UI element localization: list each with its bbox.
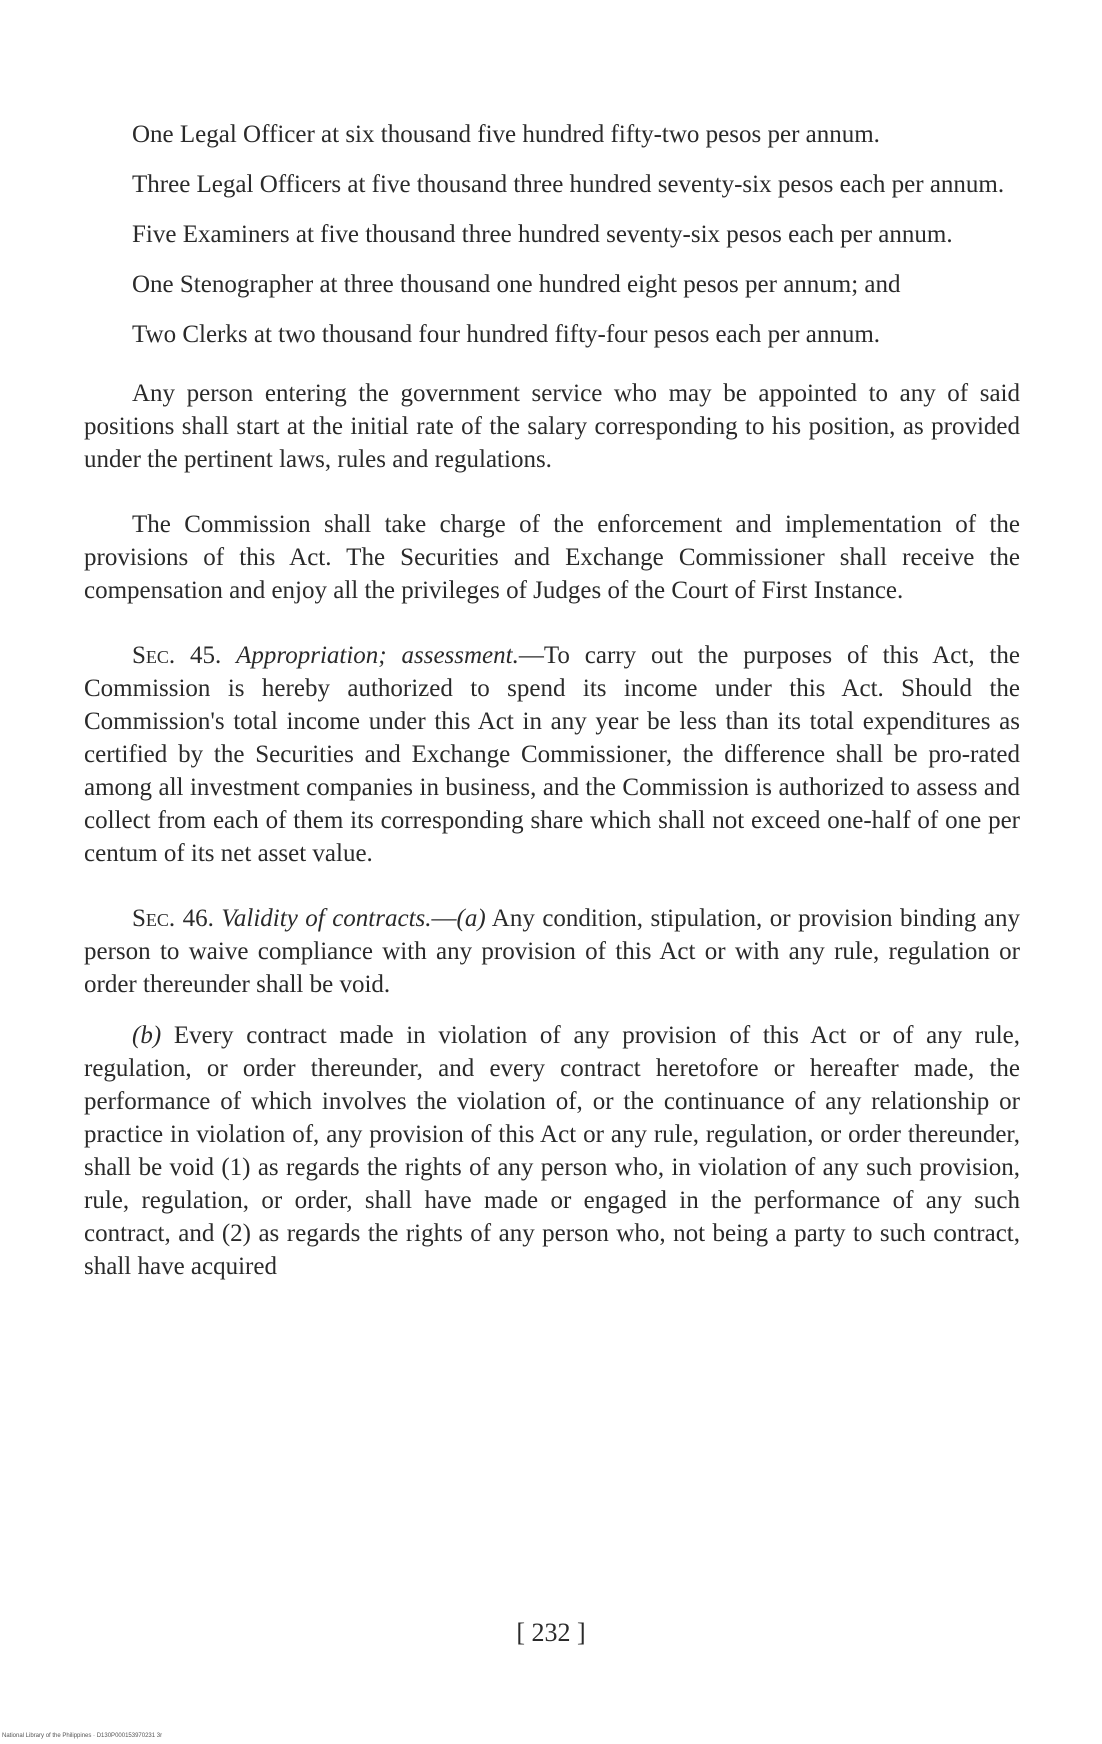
position-list	[84, 118, 1020, 351]
paragraph-commission-charge: The Commission shall take charge of the enforcement and implementation of the provisions of this Act. The Securities and Exchange Commissioner shall receive the compensation and enjoy all the privileges of Judges of the Court of First Instance.	[84, 511, 1020, 604]
position-item-stenographer: One Stenographer at three thousand one hundred eight pesos per annum; and	[132, 271, 901, 298]
section-46-body-a: Any condition, stipulation, or provision binding any person to waive compliance with any provision of this Act or with any rule, regulation or order thereunder shall be void.	[84, 905, 1021, 998]
section-46-sub-a: (a)	[456, 905, 486, 932]
position-item-examiners: Five Examiners at five thousand three hundred seventy-six pesos each per annum.	[132, 221, 953, 248]
section-46-b	[84, 1019, 1020, 1283]
footer-credit: National Library of the Philippines · D130P000153970231 3r	[2, 1733, 163, 1739]
section-46-label: Sec. 46.	[132, 905, 214, 932]
section-46-a	[84, 902, 1020, 1001]
position-item-legal-officers: Three Legal Officers at five thousand three hundred seventy-six pesos each per annum.	[132, 171, 1005, 198]
page-number: [ 232 ]	[516, 1618, 586, 1647]
section-45-label: Sec. 45.	[132, 642, 222, 669]
section-45-title: Appropriation; assessment.	[236, 642, 519, 669]
position-item-clerks: Two Clerks at two thousand four hundred fifty-four pesos each per annum.	[132, 321, 881, 348]
paragraph-initial-salary: Any person entering the government service who may be appointed to any of said positions shall start at the initial rate of the salary corresponding to his position, as provided under the pertinent laws, rules and regulations.	[84, 380, 1020, 473]
section-46-sub-b: (b)	[132, 1022, 162, 1049]
section-46-body-b: Every contract made in violation of any provision of this Act or of any rule, regulation, or order thereunder, and every contract heretofore or hereafter made, the performance of which involves the violation of, or the continuance of any relationship or practice in violation of, any provision of this Act or any rule, regulation, or order thereunder, shall be void (1) as regards the rights of any person who, in violation of any such provision, rule, regulation, or order, shall have made or engaged in the performance of any such contract, and (2) as regards the rights of any person who, not being a party to such contract, shall have acquired	[84, 1022, 1020, 1280]
position-item-legal-officer: One Legal Officer at six thousand five hundred fifty-two pesos per annum.	[132, 121, 880, 148]
section-45-body: —To carry out the purposes of this Act, the Commission is hereby authorized to spend its income under this Act. Should the Commission's total income under this Act in any year be less than its total expenditures as certified by the Securities and Exchange Commissioner, the difference shall be pro-rated among all investment companies in business, and the Commission is authorized to assess and collect from each of them its corresponding share which shall not exceed one-half of one per centum of its net asset value.	[84, 642, 1021, 867]
document-page	[84, 118, 1020, 1315]
section-45	[84, 639, 1020, 870]
section-46-title: Validity of contracts.	[221, 905, 432, 932]
section-46-dash: —	[431, 905, 457, 932]
